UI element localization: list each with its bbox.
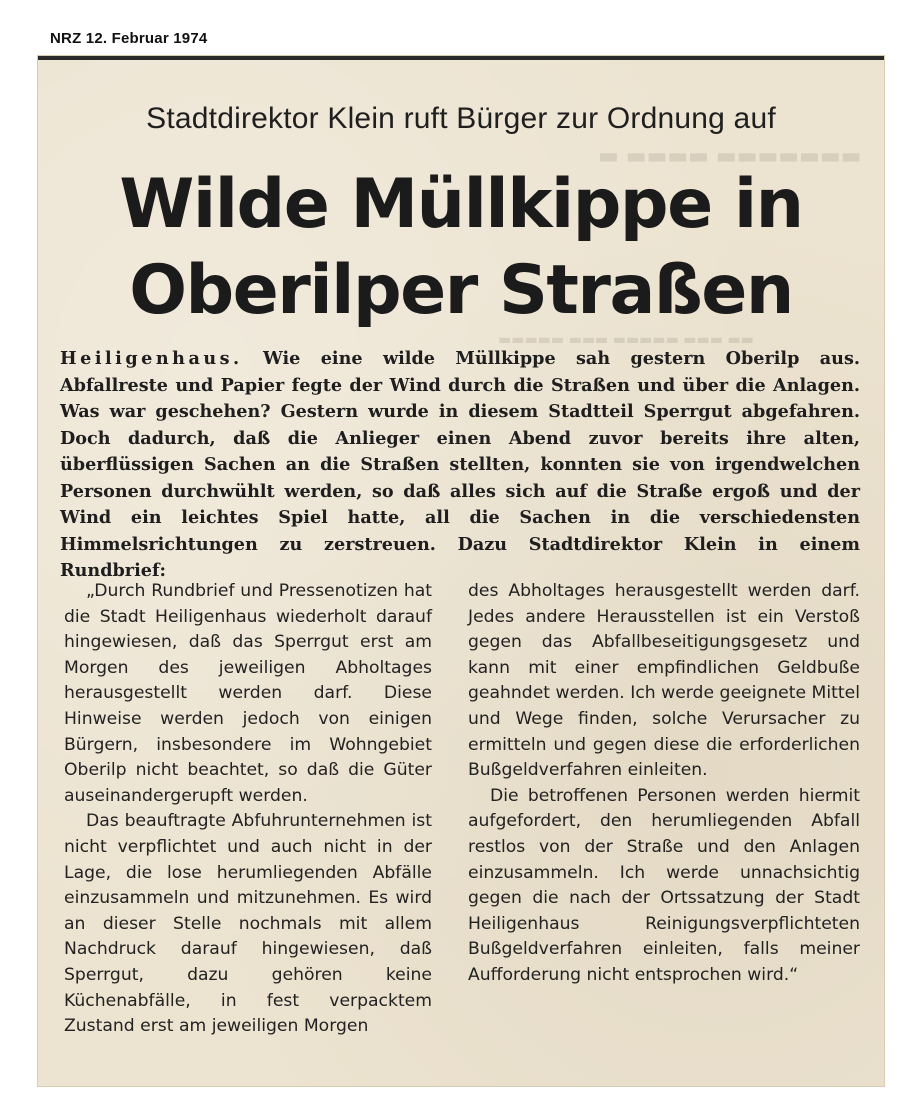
top-rule — [38, 56, 884, 60]
article-subheadline: Stadtdirektor Klein ruft Bürger zur Ordnung auf — [146, 102, 776, 135]
article-column-right — [468, 579, 860, 989]
article-column-left — [64, 579, 432, 1040]
bleed-through-text: ▬ ▬▬▬▬ ▬▬▬▬▬▬▬ — [598, 144, 862, 169]
headline-line-2: Oberilper Straßen — [129, 251, 793, 330]
source-label: NRZ 12. Februar 1974 — [50, 30, 208, 47]
paragraph: „Durch Rundbrief und Pressenotizen hat die Stadt Heiligenhaus wiederholt darauf hingewiesen, daß das Sperrgut erst am Morgen des jeweiligen Abholtages herausgestellt werden darf. Diese Hinweise werden jedoch von einigen Bürgern, insbesondere im Wohngebiet Oberilp nicht beachtet, so daß die Güter auseinandergerupft werden. — [64, 581, 432, 806]
paragraph: Das beauftragte Abfuhrunternehmen ist nicht verpflichtet und auch nicht in der Lage, die lose herumliegenden Abfälle einzusammeln und mitzunehmen. Es wird an dieser Stelle nochmals mit allem Nachdruck darauf hingewiesen, daß Sperrgut, dazu gehören keine Küchenabfälle, in fest verpacktem Zustand erst am jeweiligen Morgen — [64, 811, 432, 1037]
dateline: Heiligenhaus. — [60, 348, 243, 369]
article-lede — [60, 346, 860, 585]
bleed-through-text: ▬▬▬▬▬ ▬▬▬ ▬▬▬▬▬ ▬▬▬ ▬▬ — [498, 332, 754, 348]
lede-text: Wie eine wilde Müllkippe sah gestern Oberilp aus. Abfallreste und Papier fegte der Wind durch die Straßen und über die Anlagen. Was war geschehen? Gestern wurde in diesem Stadtteil Sperrgut abgefahren. Doch dadurch, daß die Anlieger einen Abend zuvor bereits ihre alten, überflüssigen Sachen an die Straßen stellten, konnten sie von irgendwelchen Personen durchwühlt werden, so daß alles sich auf die Straße ergoß und der Wind ein leichtes Spiel hatte, all die Sachen in die verschiedensten Himmelsrichtungen zu zerstreuen. Dazu Stadtdirektor Klein in einem Rundbrief: — [60, 348, 860, 581]
paragraph: Die betroffenen Personen werden hiermit aufgefordert, den herumliegenden Abfall restlos von der Straße und den Anlagen einzusammeln. Ich werde unnachsichtig gegen die nach der Ortssatzung der Stadt Heiligenhaus Reinigungsverpflichteten Bußgeldverfahren einleiten, falls meiner Aufforderung nicht entsprochen wird.“ — [468, 785, 860, 985]
paragraph: des Abholtages herausgestellt werden darf. Jedes andere Herausstellen ist ein Verstoß gegen das Abfallbeseitigungsgesetz und kann mit einer empfindlichen Geldbuße geahndet werden. Ich werde geeignete Mittel und Wege finden, solche Verursacher zu ermitteln und gegen diese die erforderlichen Bußgeldverfahren einleiten. — [468, 581, 860, 781]
newspaper-clipping — [38, 56, 884, 1086]
article-headline — [38, 162, 884, 334]
headline-line-1: Wilde Müllkippe in — [119, 165, 803, 244]
